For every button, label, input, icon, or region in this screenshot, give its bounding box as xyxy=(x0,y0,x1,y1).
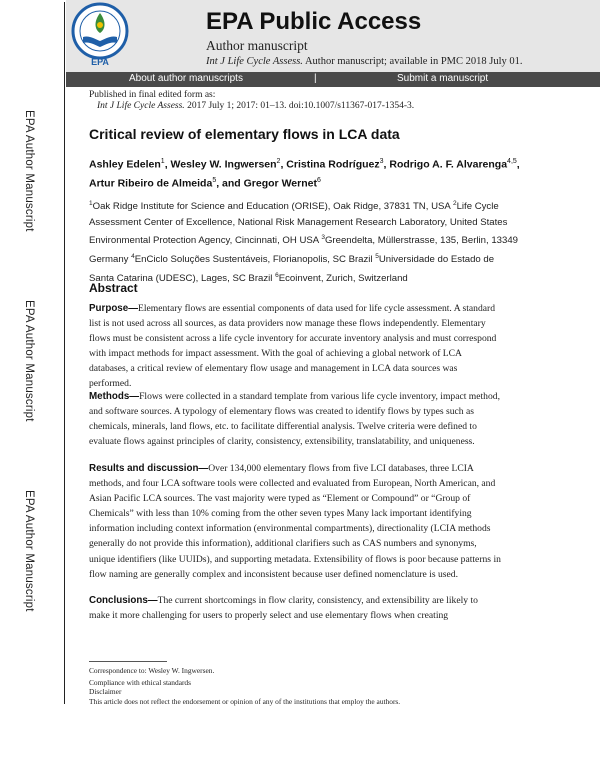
abstract-results xyxy=(89,461,501,582)
manuscript-status: Author manuscript xyxy=(206,38,308,53)
conclusions-text: The current shortcomings in flow clarity, consistency, and extensibility are likely to make it more challenging for users to properly select and use elementary flows when creating xyxy=(89,595,478,622)
disclaimer-text: This article does not reflect the endorsement or opinion of any of the institutions that employ the authors. xyxy=(89,697,401,706)
affil-sup: 1 xyxy=(89,200,93,207)
results-lead: Results and discussion— xyxy=(89,463,209,474)
header-banner xyxy=(66,0,600,72)
published-final-form: Published in final edited form as: xyxy=(89,90,216,100)
author-name: Cristina Rodríguez xyxy=(286,158,380,171)
affil-sup: 5 xyxy=(375,253,379,261)
author-list xyxy=(89,154,529,191)
author-name: Gregor Wernet xyxy=(243,177,317,189)
author-sup: 1 xyxy=(160,158,165,165)
methods-text: Flows were collected in a standard template from various life cycle inventory, impact method, and software sources. A typology of elementary flows was created to identify flows by types such as chemicals, minerals, land flows, etc. to facilitate differential analysis. Twelve criteria were defined to evaluate flows against principles of clarity, consistency, extensibility, translatability, and uniqueness. xyxy=(89,391,500,448)
author-sep: , xyxy=(164,158,171,171)
affiliation-text: Universidade do Estado de Santa Catarina (UDESC), Lages, SC Brazil xyxy=(89,254,495,285)
author-sep: , and xyxy=(216,177,244,189)
journal-abbr: Int J Life Cycle Assess. xyxy=(206,56,303,67)
author-name: Ashley Edelen xyxy=(89,158,161,171)
affiliation-text: Life Cycle Assessment Center of Excellence, National Risk Management Research Laboratory, United States Environmental Protection Agency, Cincinnati, OH USA xyxy=(89,201,508,247)
correspondence-note: Correspondence to: Wesley W. Ingwersen. xyxy=(89,666,215,675)
sidebar-label-3: EPA Author Manuscript xyxy=(23,490,35,612)
paper-title: Critical review of elementary flows in LCA data xyxy=(89,126,400,142)
affiliation-text: Greendelta, Müllerstrasse, 135, Berlin, 13349 Germany xyxy=(89,235,518,266)
affiliations xyxy=(89,196,519,287)
affil-sup: 6 xyxy=(275,271,279,279)
availability-line xyxy=(206,56,523,67)
citation-details: 2017 July 1; 2017: 01–13. doi:10.1007/s11367-017-1354-3. xyxy=(184,101,415,111)
availability-text: Author manuscript; available in PMC 2018 July 01. xyxy=(302,56,523,67)
nav-bar xyxy=(66,72,600,87)
affiliation-text: Oak Ridge Institute for Science and Education (ORISE), Oak Ridge, 37831 TN, USA xyxy=(92,201,453,213)
author-sup: 3 xyxy=(379,158,384,165)
epa-logo-icon xyxy=(69,1,131,69)
author-sep: , xyxy=(280,158,287,171)
sidebar-label-1: EPA Author Manuscript xyxy=(23,110,35,232)
affil-sup: 3 xyxy=(321,234,325,242)
abstract-heading: Abstract xyxy=(89,281,138,295)
author-sep: , xyxy=(516,158,520,171)
citation-journal: Int J Life Cycle Assess. xyxy=(97,101,185,111)
compliance-note: Compliance with ethical standards xyxy=(89,678,192,687)
results-text: Over 134,000 elementary flows from five LCI databases, three LCIA methods, and four LCA software tools were collected and evaluated from European, North American, and Asian Pacific LCA sources. The vast majority were typed as “Element or Compound” or “Group of Chemicals” with less than 10% coming from the other seven types Many lack important identifying information including context information (environmental compartments), directionality (LCIA methods generally do not provide this information), additional clarifiers such as CAS numbers and synonyms, unique identifiers (like UUIDs), and supporting metadata. Extensibility of flows is poor because patterns in flow naming are generally complex and inconsistent because user defined nomenclature is used. xyxy=(89,463,501,580)
author-name: Rodrigo A. F. Alvarenga xyxy=(389,158,508,171)
author-sep: , xyxy=(383,158,390,171)
affil-sup: 2 xyxy=(452,200,457,207)
author-sup: 4,5 xyxy=(507,158,517,165)
abstract-purpose xyxy=(89,301,501,392)
affil-sup: 4 xyxy=(131,253,135,261)
author-sup: 2 xyxy=(276,158,281,165)
purpose-lead: Purpose— xyxy=(89,303,138,314)
conclusions-lead: Conclusions— xyxy=(89,595,158,606)
page-title: EPA Public Access xyxy=(206,8,422,35)
nav-separator: | xyxy=(314,73,317,84)
about-manuscripts-link[interactable]: About author manuscripts xyxy=(129,73,243,84)
methods-lead: Methods— xyxy=(89,391,140,402)
affiliation-text: Ecoinvent, Zurich, Switzerland xyxy=(278,273,408,285)
submit-manuscript-link[interactable]: Submit a manuscript xyxy=(397,73,489,84)
footnote-divider xyxy=(89,661,167,662)
author-name: Artur Ribeiro de Almeida xyxy=(89,177,213,189)
author-sup: 6 xyxy=(316,176,321,184)
sidebar-divider xyxy=(64,2,65,704)
abstract-conclusions xyxy=(89,593,501,623)
affiliation-text: EnCiclo Soluções Sustentáveis, Florianopolis, SC Brazil xyxy=(134,254,376,266)
abstract-methods xyxy=(89,389,501,449)
citation xyxy=(97,101,414,111)
author-name: Wesley W. Ingwersen xyxy=(170,158,277,171)
disclaimer-heading: Disclaimer xyxy=(89,687,122,696)
purpose-text: Elementary flows are essential components of data used for life cycle assessment. A standard list is not used across all sources, as data providers now manage these flows independently. Elementary flows must be consistent across a life cycle inventory for accurate inventory analysis and must correspond with impact methods for impact assessment. With the goal of achieving a global network of LCA databases, a critical review of elementary flow usage and management in LCA data sources was performed. xyxy=(89,303,497,390)
sidebar-label-2: EPA Author Manuscript xyxy=(23,300,35,422)
svg-text:EPA: EPA xyxy=(91,57,109,67)
author-sup: 5 xyxy=(212,176,217,184)
